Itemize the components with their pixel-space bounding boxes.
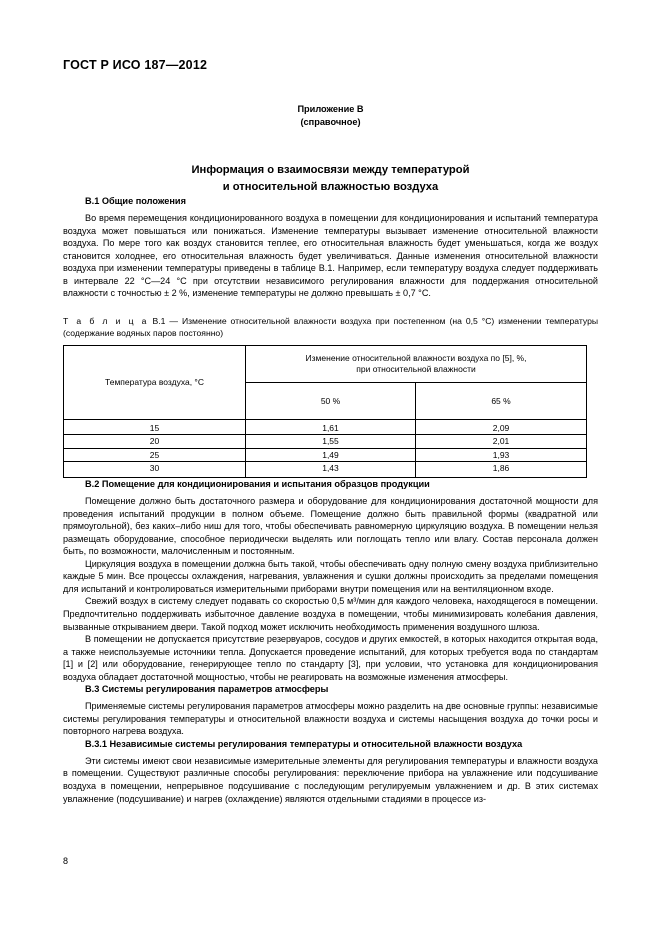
section-b3-paragraph: Применяемые системы регулирования параметров атмосферы можно разделить на две основные группы: независимые системы регулирования температуры и относительной влажности воздуха и системы насыщения воздуха до точки росы и повторного нагрева воздуха. <box>63 701 598 737</box>
section-b31-paragraph: Эти системы имеют свои независимые измерительные элементы для регулирования температуры и влажности воздуха в помещении. Существуют различные способы регулирования: переключение прибора на увлажнение или подсушивание воздуха в помещении, непрерывное подсушивание с последующим регулируемым увлажнением и др. В этих системах увлажнение (подсушивание) и нагрев (охлаждение) являются отдельными стадиями в процессе из- <box>63 755 598 804</box>
section-heading-b2: В.2 Помещение для кондиционирования и испытания образцов продукции <box>85 479 430 490</box>
table-caption <box>63 315 598 339</box>
page-title <box>63 162 598 195</box>
cell-rh50: 1,55 <box>246 435 416 448</box>
annex-label: Приложение В <box>297 104 364 114</box>
table-row <box>64 420 587 435</box>
table-header-rh65: 65 % <box>416 383 587 420</box>
cell-rh65: 1,86 <box>416 461 587 477</box>
table-header-rh50: 50 % <box>246 383 416 420</box>
cell-temperature: 15 <box>64 420 246 435</box>
cell-rh50: 1,49 <box>246 448 416 461</box>
page-title-line-2: и относительной влажностью воздуха <box>222 180 439 193</box>
humidity-change-table <box>63 345 587 478</box>
table-caption-number: В.1 <box>152 315 166 326</box>
section-heading-b31: В.3.1 Независимые системы регулирования температуры и относительной влажности воздуха <box>85 738 523 749</box>
section-b2-paragraph-1: Помещение должно быть достаточного размера и оборудование для кондиционирования достаточной мощности для проведения испытаний продукции в полном объеме. Помещение должно быть правильной формы (квадратной или прямоугольной), без каких–либо ниш для того, чтобы обеспечивать равномерную циркуляцию воздуха. В помещении нельзя размещать оборудование, способное периодически выделять или поглощать тепло или влагу. Состав персонала должен быть, по возможности, малочисленным и постоянным. <box>63 496 598 557</box>
annex-label-block <box>63 103 598 128</box>
table-row <box>64 448 587 461</box>
table-caption-text: — Изменение относительной влажности воздуха при постепенном (на 0,5 °С) изменении температуры (содержание водяных паров постоянно) <box>63 315 599 339</box>
section-b2-paragraph-4: В помещении не допускается присутствие резервуаров, сосудов и других емкостей, в которых находится открытая вода, а также неиспользуемые источники тепла. Допускается проведение испытаний, для которых требуется вода по стандартам [1] и [2] или оборудование, генерирующее тепло по стандарту [3], при условии, что установка для кондиционирования воздуха обладает достаточной мощностью, чтобы не реагировать на возможные изменения атмосферы. <box>63 634 598 682</box>
table-header-change <box>246 346 587 383</box>
cell-temperature: 30 <box>64 461 246 477</box>
page-content <box>63 0 598 805</box>
table-header-change-line-2: при относительной влажности <box>356 364 476 375</box>
cell-rh65: 2,09 <box>416 420 587 435</box>
section-b2-paragraph-2: Циркуляция воздуха в помещении должна быть такой, чтобы обеспечивать одну полную смену воздуха приблизительно каждые 5 мин. Все процессы охлаждения, нагревания, увлажнения и сушки должны происходить за пределами помещения для испытаний и контролироваться измерительными приборами внутри помещения или на вентиляционном входе. <box>63 558 598 594</box>
standard-header: ГОСТ Р ИСО 187—2012 <box>63 58 208 72</box>
table-row <box>64 461 587 477</box>
table-row <box>64 435 587 448</box>
table-body <box>64 420 587 478</box>
section-heading-b1: В.1 Общие положения <box>85 196 186 206</box>
cell-rh50: 1,43 <box>246 461 416 477</box>
table-header-row-1 <box>64 346 587 383</box>
section-heading-b3: В.3 Системы регулирования параметров атмосферы <box>85 684 329 695</box>
table-caption-prefix: Т а б л и ц а <box>63 315 149 326</box>
section-b2-paragraph-3: Свежий воздух в систему следует подавать со скоростью 0,5 м³/мин для каждого человека, находящегося в помещении. Предпочтительно поддерживать избыточное давление воздуха в помещении, чтобы минимизировать колебания давления, вызванные открыванием двери. Такой подход может исключить необходимость применения воздушного шлюза. <box>63 596 598 632</box>
table-header-change-line-1: Изменение относительной влажности воздуха по [5], %, <box>305 352 527 363</box>
section-b1-paragraph: Во время перемещения кондиционированного воздуха в помещении для кондиционирования и испытаний температура воздуха может повышаться или понижаться. Изменение температуры вызывает изменение относительной влажности воздуха. По мере того как воздух становится теплее, его относительная влажность будет уменьшаться, когда же воздух становится холоднее, его относительная влажность будет увеличиваться. Данные изменения относительной влажности воздуха при изменении температуры приведены в таблице В.1. Например, если температуру воздуха следует поддерживать в интервале 22 °С—24 °С при отсутствии независимого регулирования влажности для поддержания относительной влажности с точностью ± 2 %, изменение температуры не должно превышать ± 0,7 °С. <box>63 213 598 299</box>
cell-temperature: 25 <box>64 448 246 461</box>
cell-rh65: 1,93 <box>416 448 587 461</box>
table-header-temperature: Температура воздуха, °С <box>64 346 246 420</box>
page-number: 8 <box>63 856 69 866</box>
cell-rh50: 1,61 <box>246 420 416 435</box>
cell-temperature: 20 <box>64 435 246 448</box>
cell-rh65: 2,01 <box>416 435 587 448</box>
page-title-line-1: Информация о взаимосвязи между температурой <box>191 164 470 176</box>
annex-kind: (справочное) <box>300 116 361 127</box>
